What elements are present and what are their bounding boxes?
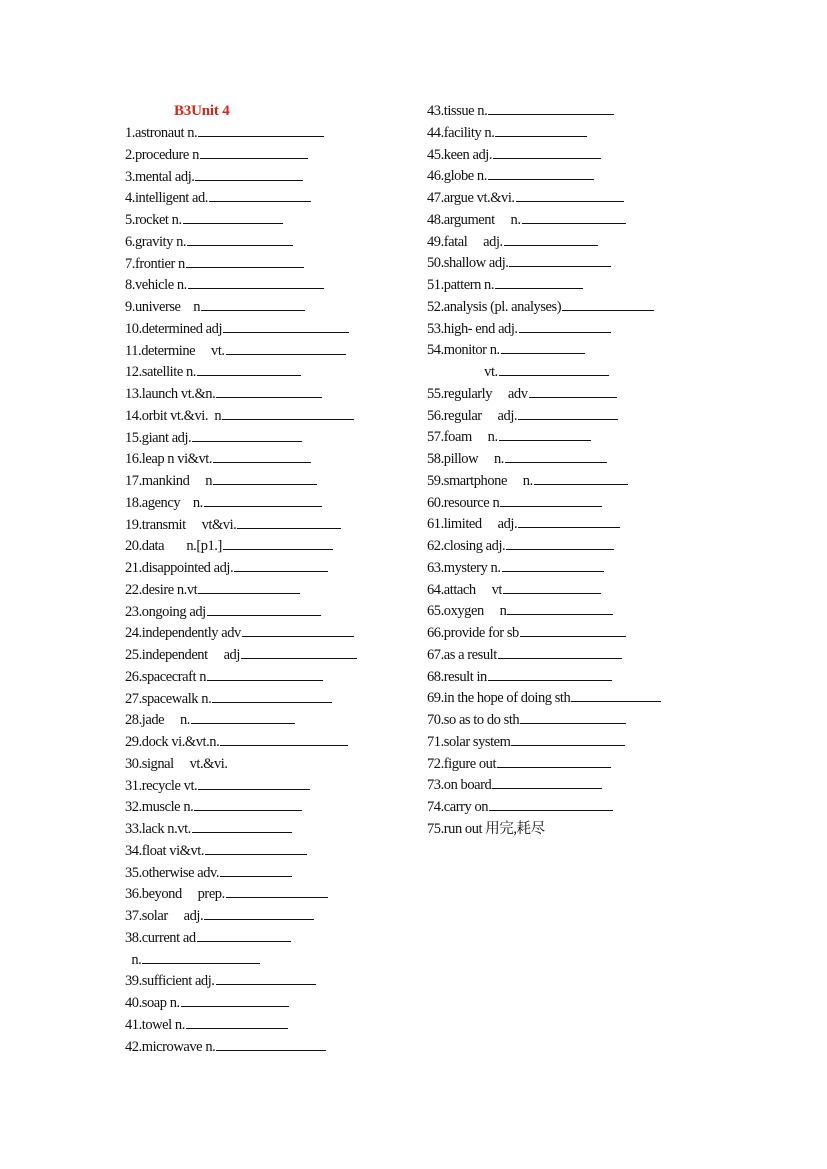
- answer-blank[interactable]: [505, 449, 607, 463]
- answer-blank[interactable]: [519, 319, 611, 333]
- vocab-entry: [427, 145, 661, 167]
- answer-blank[interactable]: [204, 493, 322, 507]
- answer-blank[interactable]: [571, 688, 661, 702]
- vocab-term: 6.gravity n.: [125, 233, 187, 250]
- vocab-entry: [125, 319, 357, 341]
- vocab-entry: [125, 536, 357, 558]
- vocab-entry: [427, 645, 661, 667]
- vocab-term: 49.fatal adj.: [427, 233, 503, 250]
- vocab-entry: [125, 297, 357, 319]
- answer-blank[interactable]: [226, 341, 346, 355]
- vocab-term: 23.ongoing adj: [125, 603, 206, 620]
- vocab-term: 52.analysis (pl. analyses): [427, 298, 562, 315]
- vocab-term: 30.signal vt.&vi.: [125, 755, 228, 772]
- vocab-term: 27.spacewalk n.: [125, 690, 212, 707]
- answer-blank[interactable]: [534, 471, 628, 485]
- answer-blank[interactable]: [518, 514, 620, 528]
- vocab-term: 10.determined adj: [125, 320, 223, 337]
- answer-blank[interactable]: [529, 384, 617, 398]
- answer-blank[interactable]: [181, 993, 289, 1007]
- vocab-term: 37.solar adj.: [125, 908, 204, 924]
- vocab-term: 21.disappointed adj.: [125, 560, 234, 576]
- vocab-term: 67.as a result: [427, 646, 497, 663]
- vocab-entry: [427, 732, 661, 754]
- vocab-term: 3.mental adj.: [125, 168, 195, 185]
- answer-blank[interactable]: [223, 319, 349, 333]
- vocab-term: 65.oxygen n: [427, 603, 507, 620]
- answer-blank[interactable]: [191, 710, 295, 724]
- vocab-term: 8.vehicle n.: [125, 277, 187, 294]
- vocab-term: 75.run out 用完,耗尽: [427, 820, 545, 837]
- vocab-entry: [427, 449, 661, 471]
- answer-blank[interactable]: [488, 667, 612, 681]
- vocab-term: 2.procedure n: [125, 146, 199, 163]
- vocab-entry: [125, 515, 357, 537]
- vocab-entry: [125, 341, 357, 363]
- answer-blank[interactable]: [520, 710, 626, 724]
- answer-blank[interactable]: [216, 384, 322, 398]
- answer-blank[interactable]: [142, 950, 260, 964]
- vocab-term: 60.resource n: [427, 494, 500, 511]
- vocab-entry: [125, 232, 357, 254]
- unit-title: B3Unit 4: [174, 103, 230, 119]
- answer-blank[interactable]: [209, 188, 311, 202]
- vocab-entry: [125, 471, 357, 493]
- vocab-term: 20.data n.[p1.]: [125, 538, 222, 555]
- answer-blank[interactable]: [201, 297, 305, 311]
- vocab-term: 40.soap n.: [125, 995, 180, 1011]
- vocab-term: 25.independent adj: [125, 647, 240, 663]
- answer-blank[interactable]: [192, 819, 292, 833]
- answer-blank[interactable]: [213, 449, 311, 463]
- vocab-term: 50.shallow adj.: [427, 255, 509, 272]
- vocab-term: 7.frontier n: [125, 255, 185, 272]
- answer-blank[interactable]: [207, 602, 321, 616]
- answer-blank[interactable]: [198, 776, 310, 790]
- answer-blank[interactable]: [223, 536, 333, 550]
- vocab-entry: [125, 406, 357, 428]
- vocab-entry: [427, 514, 661, 536]
- vocab-term: 1.astronaut n.: [125, 125, 198, 141]
- vocab-term: 72.figure out: [427, 755, 497, 772]
- vocab-term: 9.universe n: [125, 299, 200, 315]
- answer-blank[interactable]: [186, 1015, 288, 1029]
- vocab-term: 59.smartphone n.: [427, 472, 533, 489]
- vocab-term: 24.independently adv: [125, 625, 241, 642]
- vocab-entry: [125, 210, 357, 232]
- answer-blank[interactable]: [493, 145, 601, 159]
- answer-blank[interactable]: [497, 754, 611, 768]
- vocab-entry: [427, 471, 661, 493]
- vocab-entry: [125, 797, 357, 819]
- vocab-term: 56.regular adj.: [427, 407, 518, 424]
- vocab-entry: [125, 863, 357, 885]
- vocab-term: 61.limited adj.: [427, 516, 518, 533]
- vocab-term: 19.transmit vt&vi.: [125, 516, 237, 533]
- vocab-entry: [125, 906, 357, 928]
- vocab-entry: [427, 667, 661, 689]
- vocab-entry: [125, 971, 357, 993]
- vocab-term: 38.current ad: [125, 929, 196, 946]
- vocab-entry: [125, 188, 357, 210]
- vocab-term: 18.agency n.: [125, 494, 203, 511]
- vocab-entry: [125, 645, 357, 667]
- answer-blank[interactable]: [204, 906, 314, 920]
- answer-blank[interactable]: [498, 645, 622, 659]
- vocab-term: 11.determine vt.: [125, 342, 225, 359]
- answer-blank[interactable]: [186, 254, 304, 268]
- answer-blank[interactable]: [503, 580, 601, 594]
- answer-blank[interactable]: [507, 601, 613, 615]
- vocab-entry: [427, 123, 661, 145]
- vocab-entry: [125, 580, 357, 602]
- vocab-entry: [125, 993, 357, 1015]
- answer-blank[interactable]: [492, 775, 602, 789]
- answer-blank[interactable]: [220, 732, 348, 746]
- vocab-entry: [125, 167, 357, 189]
- answer-blank[interactable]: [237, 515, 341, 529]
- vocab-entry: [125, 776, 357, 798]
- answer-blank[interactable]: [522, 210, 626, 224]
- answer-blank[interactable]: [213, 471, 317, 485]
- vocab-term: 48.argument n.: [427, 211, 521, 228]
- answer-blank[interactable]: [495, 275, 583, 289]
- vocab-term: 55.regularly adv: [427, 385, 528, 402]
- vocab-term: 63.mystery n.: [427, 559, 501, 576]
- vocab-entry: [125, 710, 357, 732]
- vocab-term: 70.so as to do sth: [427, 712, 520, 728]
- answer-blank[interactable]: [205, 841, 307, 855]
- answer-blank[interactable]: [511, 732, 625, 746]
- vocab-entry: [125, 819, 357, 841]
- vocab-entry: [427, 232, 661, 254]
- vocab-entry: [125, 145, 357, 167]
- answer-blank[interactable]: [197, 928, 291, 942]
- answer-blank[interactable]: [216, 971, 316, 985]
- answer-blank[interactable]: [488, 101, 614, 115]
- answer-blank[interactable]: [183, 210, 283, 224]
- answer-blank[interactable]: [242, 623, 354, 637]
- vocab-term: 64.attach vt: [427, 581, 502, 598]
- vocab-entry: [427, 166, 661, 188]
- vocab-term: 39.sufficient adj.: [125, 973, 215, 990]
- vocab-term: 13.launch vt.&n.: [125, 386, 216, 402]
- vocab-term: n.: [125, 951, 142, 968]
- answer-blank[interactable]: [506, 536, 614, 550]
- vocab-entry: [427, 384, 661, 406]
- vocab-term: 41.towel n.: [125, 1016, 185, 1033]
- vocab-entry: [125, 275, 357, 297]
- answer-blank[interactable]: [502, 558, 604, 572]
- answer-blank[interactable]: [500, 493, 602, 507]
- vocab-entry: [427, 319, 661, 341]
- left-column: [125, 123, 357, 1058]
- answer-blank[interactable]: [195, 167, 303, 181]
- vocab-entry: [427, 819, 661, 841]
- vocab-entry: [427, 101, 661, 123]
- vocab-entry: [125, 558, 357, 580]
- vocab-entry: [427, 297, 661, 319]
- answer-blank[interactable]: [207, 667, 323, 681]
- vocab-term: 5.rocket n.: [125, 212, 182, 228]
- vocab-entry: [125, 123, 357, 145]
- vocab-term: 16.leap n vi&vt.: [125, 451, 213, 468]
- vocab-entry: [125, 754, 357, 776]
- vocab-entry: [427, 623, 661, 645]
- answer-blank[interactable]: [216, 1037, 326, 1051]
- answer-blank[interactable]: [198, 580, 300, 594]
- vocab-entry: [125, 602, 357, 624]
- vocab-term: vt.: [427, 364, 498, 380]
- answer-blank[interactable]: [194, 797, 302, 811]
- answer-blank[interactable]: [501, 340, 585, 354]
- vocab-term: 14.orbit vt.&vi. n: [125, 407, 222, 424]
- vocab-entry: [427, 406, 661, 428]
- vocab-entry: [125, 689, 357, 711]
- answer-blank[interactable]: [200, 145, 308, 159]
- vocab-term: 28.jade n.: [125, 712, 190, 729]
- vocab-term: 74.carry on: [427, 799, 489, 815]
- vocab-entry: [427, 210, 661, 232]
- answer-blank[interactable]: [488, 166, 594, 180]
- answer-blank[interactable]: [192, 428, 302, 442]
- vocab-entry: [125, 1015, 357, 1037]
- vocab-entry: [125, 623, 357, 645]
- vocab-term: 66.provide for sb: [427, 625, 519, 641]
- answer-blank[interactable]: [197, 362, 301, 376]
- vocab-term: 71.solar system: [427, 733, 511, 750]
- vocab-term: 44.facility n.: [427, 124, 495, 141]
- vocab-term: 32.muscle n.: [125, 799, 194, 816]
- vocab-entry: [427, 362, 661, 384]
- vocab-entry: [125, 1037, 357, 1059]
- answer-blank[interactable]: [518, 406, 618, 420]
- vocab-term: 31.recycle vt.: [125, 777, 198, 794]
- vocab-term: 54.monitor n.: [427, 342, 500, 359]
- vocab-term: 34.float vi&vt.: [125, 842, 205, 859]
- vocab-term: 4.intelligent ad.: [125, 190, 208, 207]
- vocab-term: 17.mankind n: [125, 473, 213, 489]
- vocab-entry: [427, 558, 661, 580]
- answer-blank[interactable]: [234, 558, 328, 572]
- vocab-term: 12.satellite n.: [125, 364, 196, 381]
- answer-blank[interactable]: [187, 232, 293, 246]
- vocab-entry: [125, 884, 357, 906]
- vocab-entry: [427, 710, 661, 732]
- vocab-entry: [427, 253, 661, 275]
- vocab-term: 43.tissue n.: [427, 103, 488, 119]
- vocab-entry: [427, 427, 661, 449]
- answer-blank[interactable]: [516, 188, 624, 202]
- vocab-entry: [125, 928, 357, 950]
- answer-blank[interactable]: [504, 232, 598, 246]
- vocab-entry: [125, 362, 357, 384]
- vocab-entry: [125, 449, 357, 471]
- vocab-term: 45.keen adj.: [427, 146, 493, 163]
- answer-blank[interactable]: [520, 623, 626, 637]
- vocab-term: 73.on board: [427, 777, 492, 794]
- vocab-entry: [427, 775, 661, 797]
- vocab-term: 53.high- end adj.: [427, 320, 518, 337]
- answer-blank[interactable]: [226, 884, 328, 898]
- vocab-entry: [125, 950, 357, 972]
- vocab-entry: [427, 797, 661, 819]
- vocab-term: 35.otherwise adv.: [125, 864, 220, 881]
- vocab-term: 51.pattern n.: [427, 277, 495, 293]
- vocab-term: 47.argue vt.&vi.: [427, 190, 515, 206]
- vocab-entry: [427, 188, 661, 210]
- vocab-term: 68.result in: [427, 668, 487, 685]
- vocab-entry: [427, 754, 661, 776]
- answer-blank[interactable]: [499, 362, 609, 376]
- vocab-term: 42.microwave n.: [125, 1038, 216, 1055]
- vocab-entry: [427, 275, 661, 297]
- vocab-entry: [427, 340, 661, 362]
- vocab-term: 15.giant adj.: [125, 429, 192, 446]
- vocab-entry: [427, 536, 661, 558]
- vocab-entry: [427, 493, 661, 515]
- vocab-term: 46.globe n.: [427, 168, 487, 185]
- answer-blank[interactable]: [241, 645, 357, 659]
- answer-blank[interactable]: [495, 123, 587, 137]
- vocab-entry: [125, 384, 357, 406]
- right-column: [427, 101, 661, 841]
- vocab-term: 33.lack n.vt.: [125, 821, 191, 837]
- vocab-term: 57.foam n.: [427, 429, 498, 446]
- vocab-entry: [427, 580, 661, 602]
- vocab-term: 22.desire n.vt: [125, 581, 198, 598]
- vocab-term: 62.closing adj.: [427, 538, 506, 554]
- answer-blank[interactable]: [188, 275, 324, 289]
- answer-blank[interactable]: [562, 297, 654, 311]
- vocab-term: 69.in the hope of doing sth: [427, 690, 571, 707]
- vocab-entry: [427, 688, 661, 710]
- vocab-entry: [125, 667, 357, 689]
- answer-blank[interactable]: [220, 863, 292, 877]
- vocab-entry: [125, 732, 357, 754]
- vocab-entry: [125, 254, 357, 276]
- answer-blank[interactable]: [198, 123, 324, 137]
- answer-blank[interactable]: [222, 406, 354, 420]
- answer-blank[interactable]: [489, 797, 613, 811]
- answer-blank[interactable]: [509, 253, 611, 267]
- answer-blank[interactable]: [499, 427, 591, 441]
- vocab-term: 29.dock vi.&vt.n.: [125, 734, 220, 750]
- vocab-entry: [427, 601, 661, 623]
- answer-blank[interactable]: [212, 689, 332, 703]
- vocab-term: 58.pillow n.: [427, 451, 504, 467]
- vocab-term: 26.spacecraft n: [125, 668, 207, 685]
- vocab-entry: [125, 493, 357, 515]
- vocab-term: 36.beyond prep.: [125, 886, 225, 903]
- vocab-entry: [125, 841, 357, 863]
- vocab-entry: [125, 428, 357, 450]
